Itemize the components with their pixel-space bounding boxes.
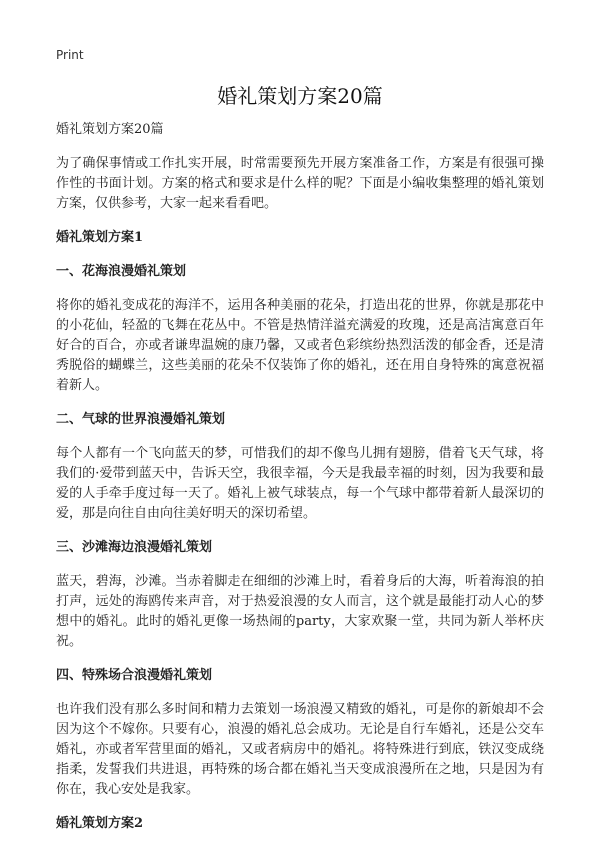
document-title: 婚礼策划方案20篇 xyxy=(217,84,383,108)
section-1-heading: 一、花海浪漫婚礼策划 xyxy=(56,264,187,279)
section-3-heading: 三、沙滩海边浪漫婚礼策划 xyxy=(56,540,213,555)
intro-paragraph: 为了确保事情或工作扎实开展，时常需要预先开展方案准备工作，方案是有很强可操作性的书面计划。方案的格式和要求是什么样的呢？下面是小编收集整理的婚礼策划方案，仅供参考，大家一起来看看吧。 xyxy=(56,156,544,211)
document-body xyxy=(56,120,544,848)
plan-1-heading: 婚礼策划方案1 xyxy=(56,230,144,245)
section-2-paragraph: 每个人都有一个飞向蓝天的梦，可惜我们的却不像鸟儿拥有翅膀，借着飞天气球，将我们的·爱带到蓝天中，告诉天空，我很幸福，今天是我最幸福的时刻，因为我要和最爱的人手牵手度过每一天了。婚礼上被气球装点，每一个气球中都带着新人最深切的爱，那是向往自由向往美好明天的深切希望。 xyxy=(56,446,544,521)
document-subtitle: 婚礼策划方案20篇 xyxy=(56,122,164,137)
plan-2-heading: 婚礼策划方案2 xyxy=(56,816,144,831)
section-1-paragraph: 将你的婚礼变成花的海洋不，运用各种美丽的花朵，打造出花的世界，你就是那花中的小花仙，轻盈的飞舞在花丛中。不管是热情洋溢充满爱的玫瑰，还是高洁寓意百年好合的百合，亦或者谦卑温婉的康乃馨，又或者色彩缤纷热烈活泼的郁金香，还是清秀脱俗的蝴蝶兰，这些美丽的花朵不仅装饰了你的婚礼，还在用自身特殊的寓意祝福着新人。 xyxy=(56,298,544,393)
section-4-heading: 四、特殊场合浪漫婚礼策划 xyxy=(56,668,213,683)
section-3-paragraph: 蓝天，碧海，沙滩。当赤着脚走在细细的沙滩上时，看着身后的大海，听着海浪的拍打声，远处的海鸥传来声音，对于热爱浪漫的女人而言，这个就是最能打动人心的梦想中的婚礼。此时的婚礼更像一场热闹的party，大家欢聚一堂，共同为新人举杯庆祝。 xyxy=(56,574,544,649)
print-link[interactable]: Print xyxy=(56,48,84,62)
section-2-heading: 二、气球的世界浪漫婚礼策划 xyxy=(56,412,226,427)
section-4-paragraph: 也许我们没有那么多时间和精力去策划一场浪漫又精致的婚礼，可是你的新娘却不会因为这个不嫁你。只要有心，浪漫的婚礼总会成功。无论是自行车婚礼，还是公交车婚礼，亦或者军营里面的婚礼，又或者病房中的婚礼。将特殊进行到底，铁汉变成绕指柔，发誓我们共进退，再特殊的场合都在婚礼当天变成浪漫所在之地，只是因为有你在，我心安处是我家。 xyxy=(56,702,544,797)
